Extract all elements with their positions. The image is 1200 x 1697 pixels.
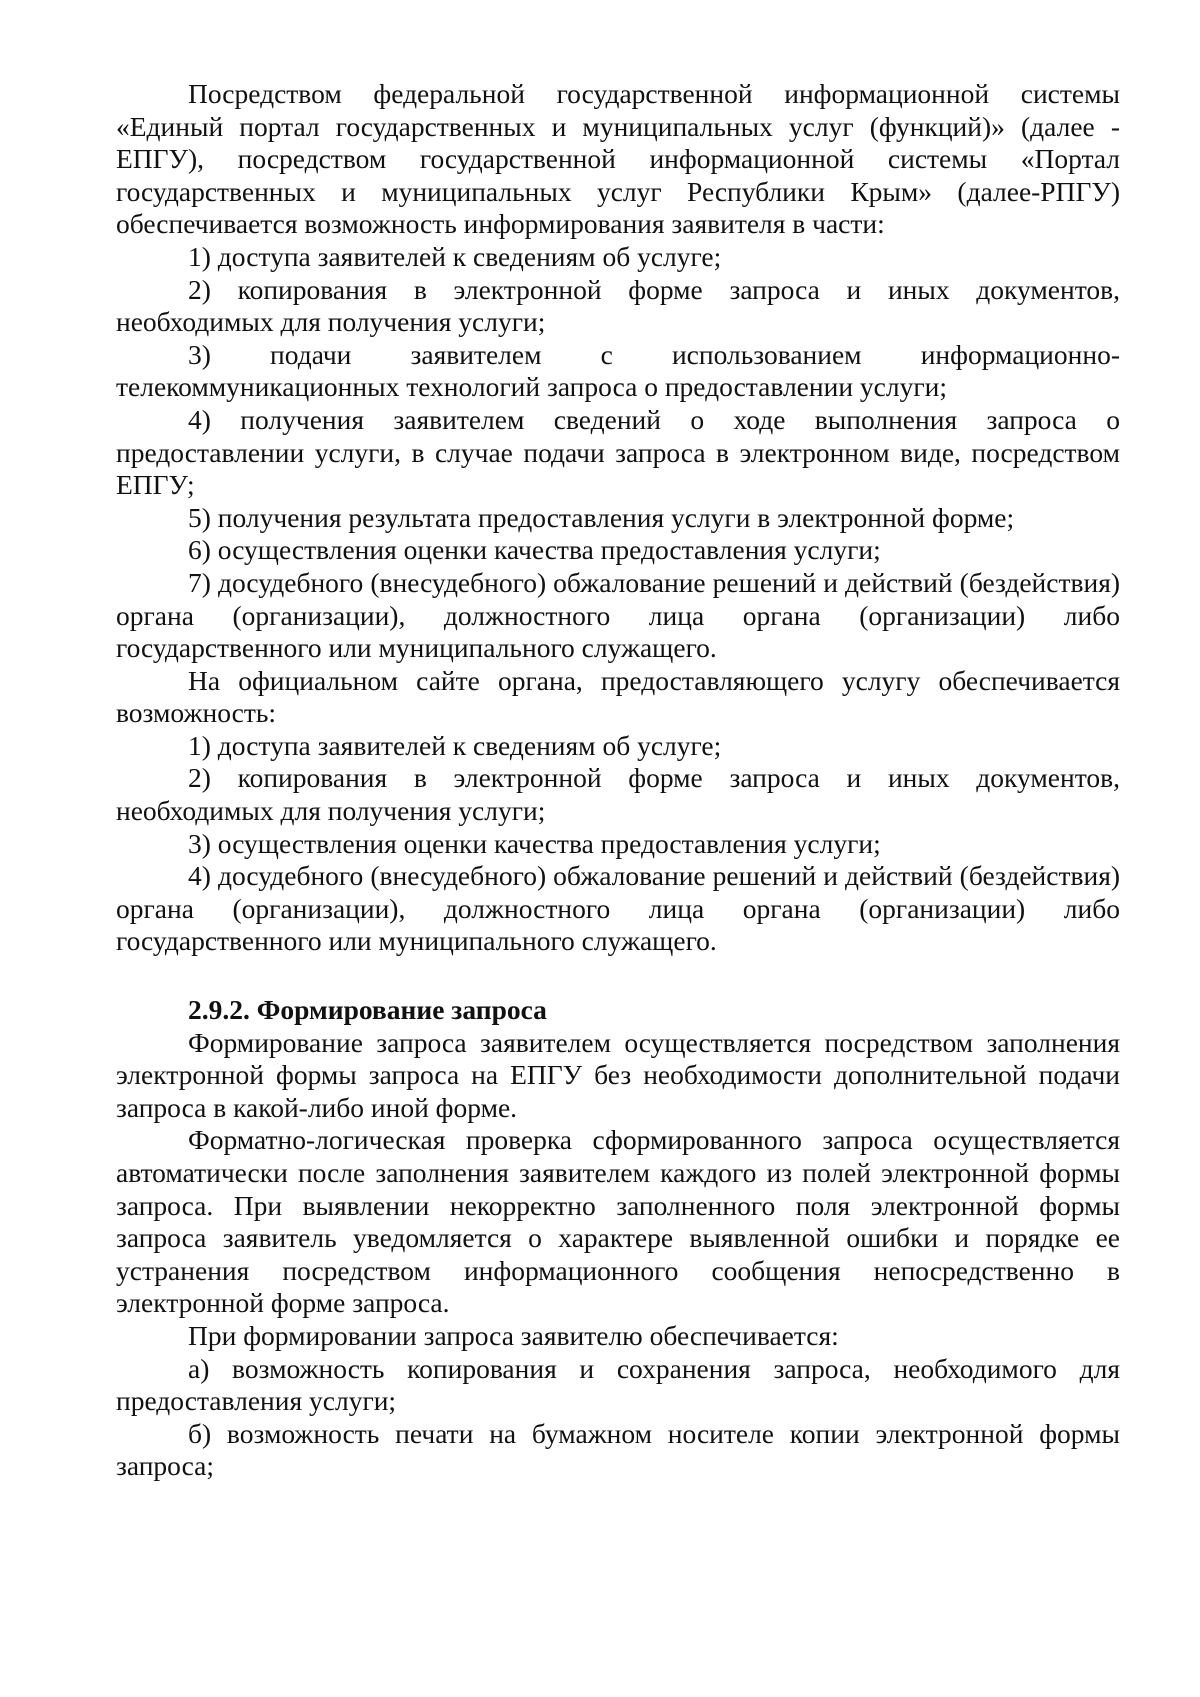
list-item: 6) осуществления оценки качества предоставления услуги; bbox=[188, 534, 881, 566]
list-item: 2) копирования в электронной форме запроса и иных документов, необходимых для получения услуги; bbox=[116, 273, 1120, 338]
list-item: 3) осуществления оценки качества предоставления услуги; bbox=[188, 827, 881, 859]
paragraph-official-site: На официальном сайте органа, предоставляющего услугу обеспечивается возможность: bbox=[116, 664, 1120, 729]
list-item: 1) доступа заявителей к сведениям об услуге; bbox=[188, 729, 722, 761]
section-spacer bbox=[116, 958, 1120, 994]
list-item: б) возможность печати на бумажном носителе копии электронной формы запроса; bbox=[116, 1417, 1120, 1482]
paragraph: Формирование запроса заявителем осуществляется посредством заполнения электронной формы запроса на ЕПГУ без необходимости дополнительной подачи запроса в какой-либо иной форме. bbox=[116, 1026, 1120, 1123]
list-item: 1) доступа заявителей к сведениям об услуге; bbox=[188, 240, 722, 272]
list-item: а) возможность копирования и сохранения запроса, необходимого для предоставления услуги; bbox=[116, 1352, 1120, 1417]
list-item: 5) получения результата предоставления услуги в электронной форме; bbox=[188, 501, 1015, 533]
list-item: 7) досудебного (внесудебного) обжалование решений и действий (бездействия) органа (организации), должностного лица органа (организации) либо государственного или муниципального служащего. bbox=[116, 566, 1120, 664]
section-heading: 2.9.2. Формирование запроса bbox=[188, 994, 547, 1026]
list-item: 4) досудебного (внесудебного) обжалование решений и действий (бездействия) органа (организации), должностного лица органа (организации) либо государственного или муниципального служащего. bbox=[116, 860, 1120, 957]
document-page bbox=[116, 78, 1120, 1483]
list-item: 4) получения заявителем сведений о ходе выполнения запроса о предоставлении услуги, в случае подачи запроса в электронном виде, посредством ЕПГУ; bbox=[116, 403, 1120, 501]
list-item: 3) подачи заявителем с использованием информационно-телекоммуникационных технологий запроса о предоставлении услуги; bbox=[116, 338, 1120, 403]
paragraph: Форматно-логическая проверка сформированного запроса осуществляется автоматически после заполнения заявителем каждого из полей электронной формы запроса. При выявлении некорректно заполненного поля электронной формы запроса заявитель уведомляется о характере выявленной ошибки и порядке ее устранения посредством информационного сообщения непосредственно в электронной форме запроса. bbox=[116, 1124, 1120, 1319]
paragraph-intro: Посредством федеральной государственной информационной системы «Единый портал государственных и муниципальных услуг (функций)» (далее - ЕПГУ), посредством государственной информационной системы «Портал государственных и муниципальных услуг Республики Крым» (далее-РПГУ) обеспечивается возможность информирования заявителя в части: bbox=[116, 78, 1120, 240]
list-item: 2) копирования в электронной форме запроса и иных документов, необходимых для получения услуги; bbox=[116, 762, 1120, 827]
paragraph: При формировании запроса заявителю обеспечивается: bbox=[188, 1319, 839, 1351]
